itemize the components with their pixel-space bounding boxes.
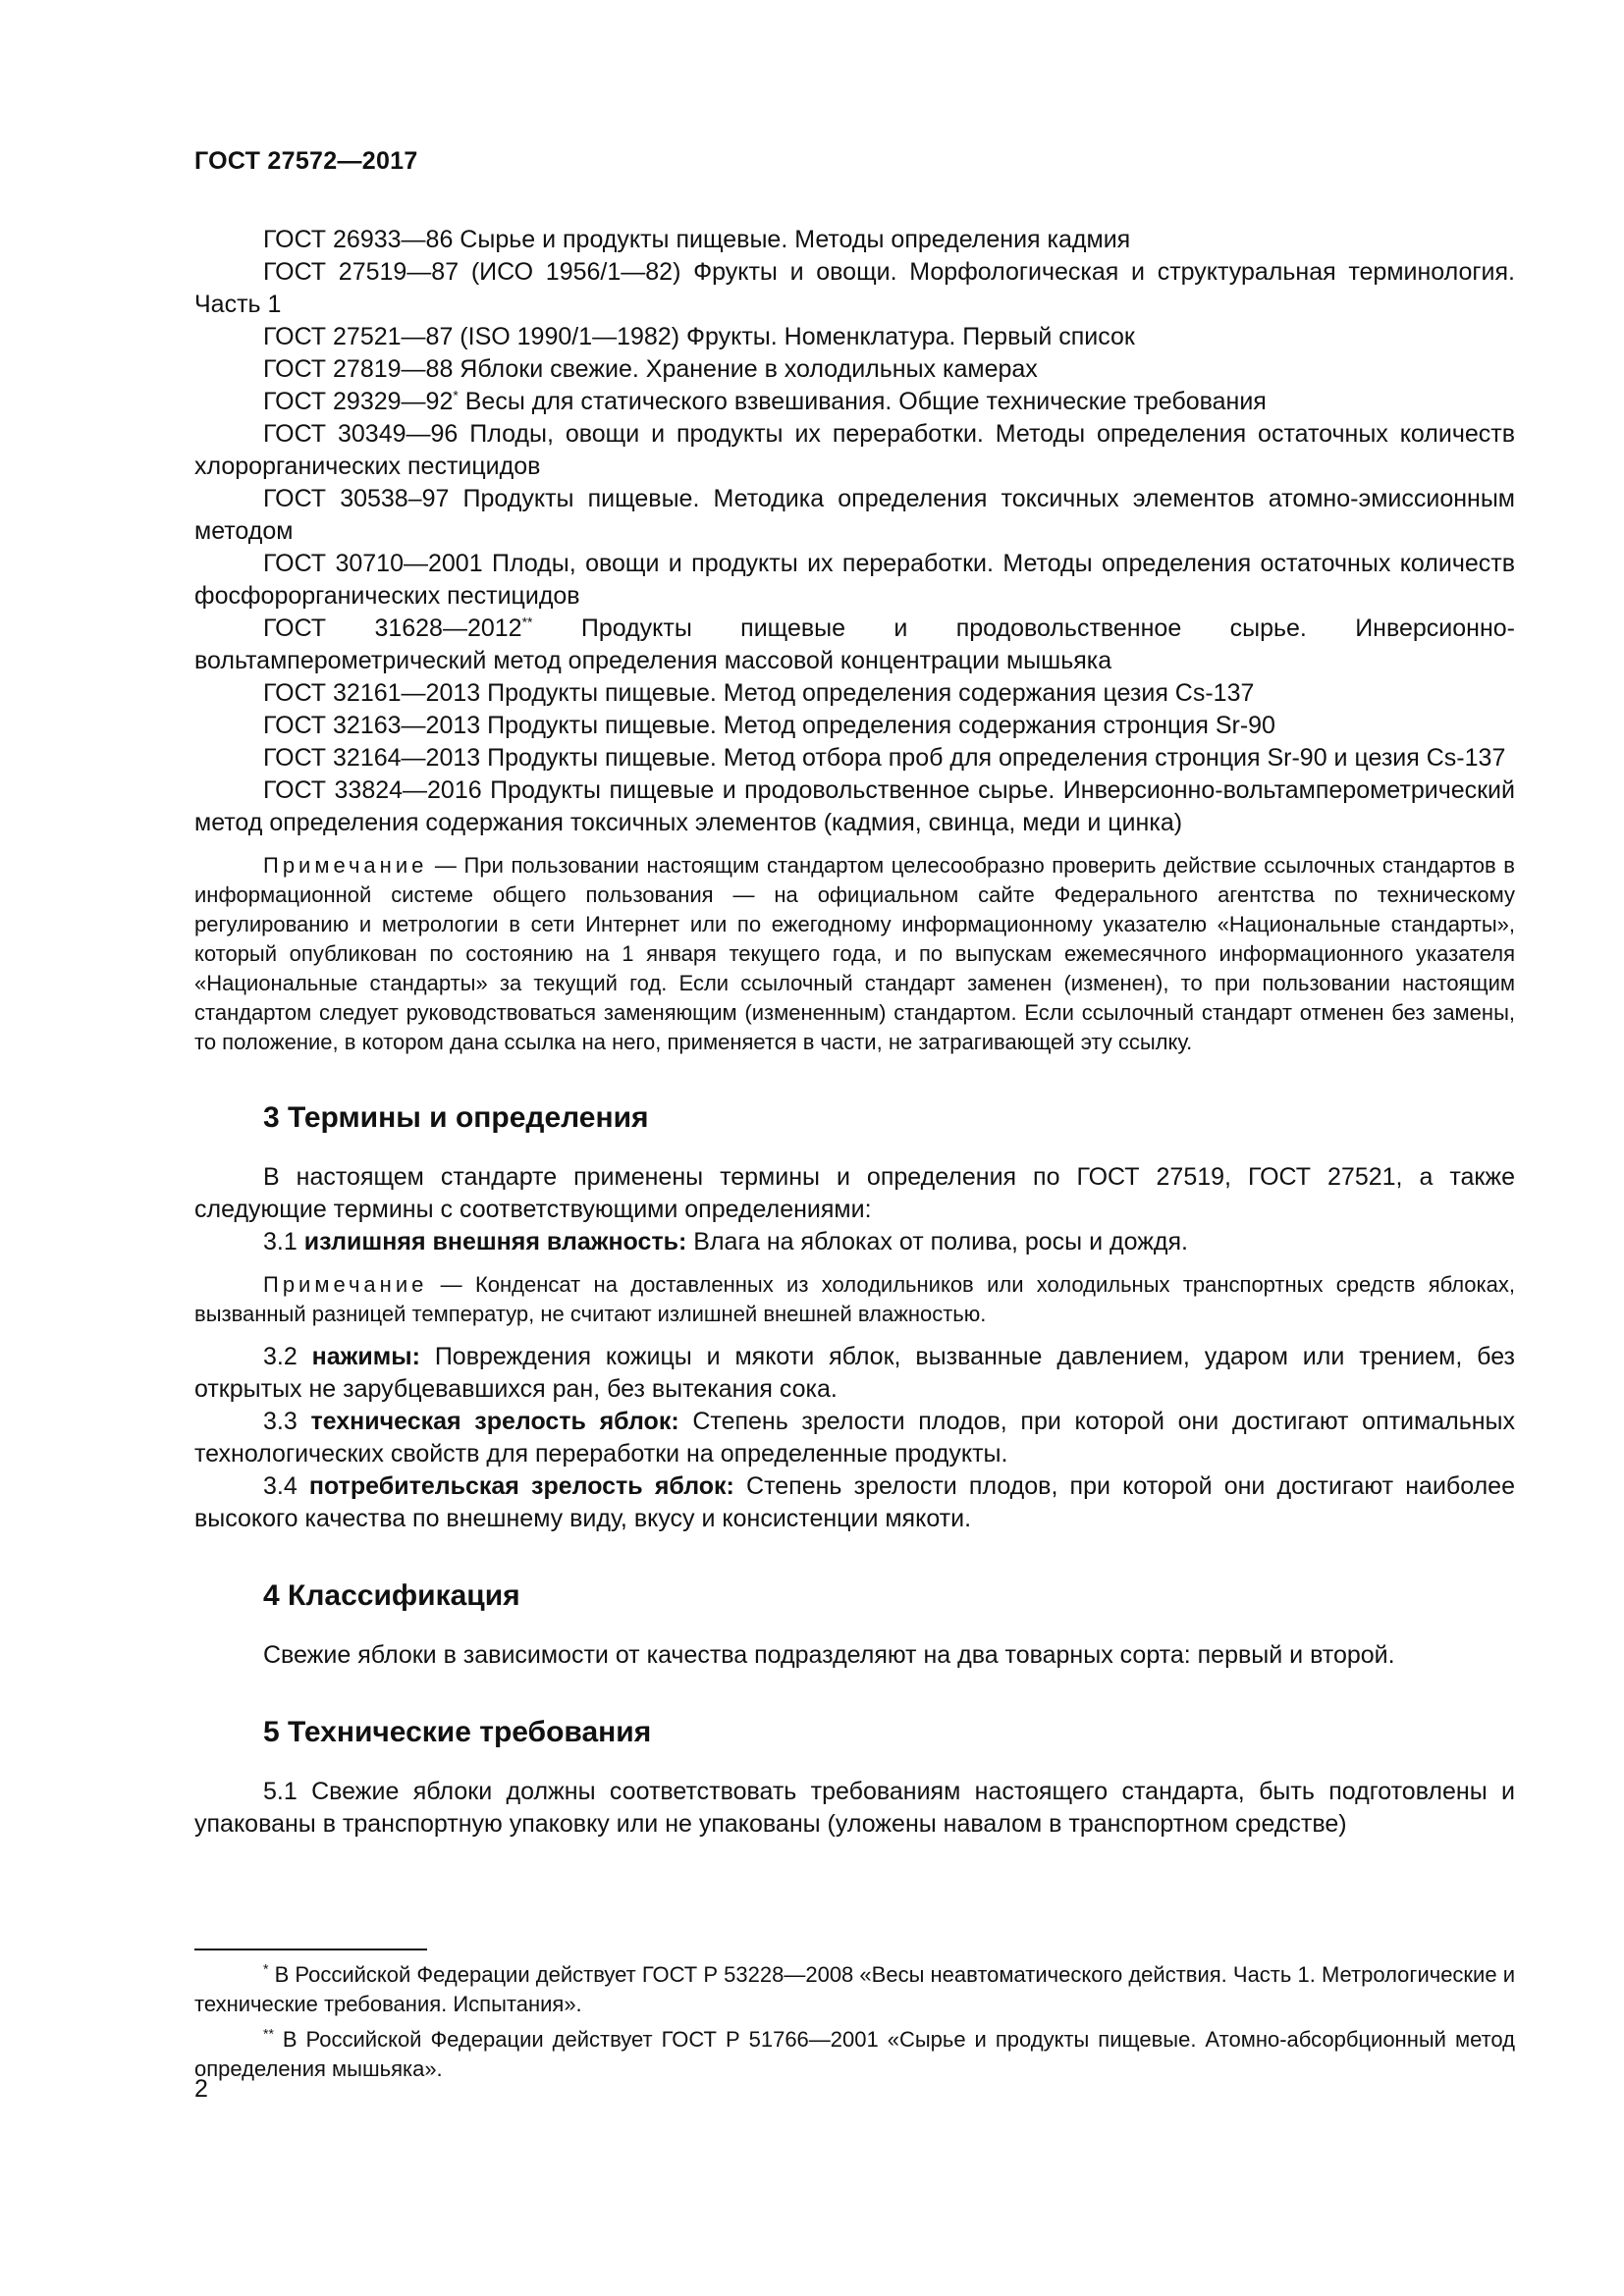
requirements-text: 5.1 Свежие яблоки должны соответствовать требованиям настоящего стандарта, быть подготовлены и упакованы в транспортную упаковку или не упакованы (уложены навалом в транспортном средстве) [194, 1778, 1515, 1838]
footnotes [194, 1960, 1515, 2090]
term-definition [194, 1341, 1515, 1406]
section-title-requirements: 5 Технические требования [263, 1716, 652, 1748]
section-title-classification: 4 Классификация [263, 1579, 520, 1612]
term-definition [194, 1406, 1515, 1470]
footnote-item [194, 2025, 1515, 2084]
references-note [194, 851, 1515, 1057]
note-text: — При пользовании настоящим стандартом целесообразно проверить действие ссылочных стандартов в информационной системе общего пользования — на официальном сайте Федерального агентства по техническому регулированию и метрологии в сети Интернет или по ежегодному информационному указателю «Национальные стандарты», который опубликован по состоянию на 1 января текущего года, и по выпускам ежемесячного информационного указателя «Национальные стандарты» за текущий год. Если ссылочный стандарт заменен (изменен), то при пользовании настоящим стандартом следует руководствоваться заменяющим (измененным) стандартом. Если ссылочный стандарт отменен без замены, то положение, в котором дана ссылка на него, применяется в части, не затрагивающей эту ссылку. [194, 853, 1515, 1054]
reference-item: ГОСТ 30349—96 Плоды, овощи и продукты их переработки. Методы определения остаточных количеств хлорорганических пестицидов [194, 420, 1515, 480]
term-definition [194, 1226, 1515, 1258]
term-text: Степень зрелости плодов, при которой они достигают оптимальных технологических свойств для переработки на определенные продукты. [194, 1408, 1515, 1468]
reference-item: ГОСТ 33824—2016 Продукты пищевые и продовольственное сырье. Инверсионно-вольтамперометрический метод определения содержания токсичных элементов (кадмия, свинца, меди и цинка) [194, 776, 1515, 836]
term-text: Влага на яблоках от полива, росы и дождя. [686, 1228, 1189, 1255]
reference-item [194, 386, 1515, 418]
reference-title: Весы для статического взвешивания. Общие технические требования [458, 388, 1267, 415]
reference-item: ГОСТ 27521—87 (ISO 1990/1—1982) Фрукты. Номенклатура. Первый список [263, 323, 1135, 350]
term-number: 3.4 [263, 1472, 309, 1500]
note-label: Примечание [263, 1272, 428, 1297]
term-name: потребительская зрелость яблок: [308, 1472, 734, 1500]
reference-title: Продукты пищевые и продовольственное сырье. Инверсионно-вольтамперометрический метод определения массовой концентрации мышьяка [194, 614, 1515, 674]
reference-item: ГОСТ 32161—2013 Продукты пищевые. Метод определения содержания цезия Cs-137 [263, 679, 1255, 707]
footnote-text: В Российской Федерации действует ГОСТ Р 53228—2008 «Весы неавтоматического действия. Часть 1. Метрологические и технические требования. Испытания». [194, 1962, 1515, 2016]
term-text: Повреждения кожицы и мякоти яблок, вызванные давлением, ударом или трением, без открытых не зарубцевавшихся ран, без вытекания сока. [194, 1343, 1516, 1403]
footnote-marker: * [453, 387, 459, 403]
reference-item: ГОСТ 32163—2013 Продукты пищевые. Метод определения содержания стронция Sr-90 [263, 712, 1275, 739]
reference-item: ГОСТ 30710—2001 Плоды, овощи и продукты их переработки. Методы определения остаточных количеств фосфорорганических пестицидов [194, 550, 1515, 610]
reference-code: ГОСТ 31628—2012 [263, 614, 522, 642]
document-body [194, 224, 1515, 1841]
term-name: техническая зрелость яблок: [310, 1408, 679, 1435]
term-number: 3.3 [263, 1408, 311, 1435]
normative-references-list [194, 224, 1515, 839]
document-header: ГОСТ 27572—2017 [194, 147, 418, 175]
footnote-marker: ** [521, 614, 533, 630]
term-name: нажимы: [311, 1343, 420, 1370]
reference-item: ГОСТ 27519—87 (ИСО 1956/1—82) Фрукты и овощи. Морфологическая и структуральная терминология. Часть 1 [194, 258, 1515, 318]
footnote-separator [194, 1949, 427, 1950]
section-title-terms: 3 Термины и определения [263, 1101, 649, 1134]
term-number: 3.2 [263, 1343, 312, 1370]
reference-item: ГОСТ 30538–97 Продукты пищевые. Методика определения токсичных элементов атомно-эмиссионным методом [194, 485, 1515, 545]
term-note [194, 1270, 1515, 1329]
footnote-marker: ** [263, 2025, 274, 2042]
term-text: Степень зрелости плодов, при которой они достигают наиболее высокого качества по внешнему виду, вкусу и консистенции мякоти. [194, 1472, 1515, 1532]
footnote-text: В Российской Федерации действует ГОСТ Р 51766—2001 «Сырье и продукты пищевые. Атомно-абсорбционный метод определения мышьяка». [194, 2027, 1515, 2081]
reference-code: ГОСТ 29329—92 [263, 388, 454, 415]
reference-item [194, 613, 1515, 677]
classification-text: Свежие яблоки в зависимости от качества подразделяют на два товарных сорта: первый и второй. [263, 1641, 1395, 1669]
note-label: Примечание [263, 853, 428, 878]
reference-item: ГОСТ 32164—2013 Продукты пищевые. Метод отбора проб для определения стронция Sr-90 и цезия Cs-137 [263, 744, 1506, 772]
terms-intro: В настоящем стандарте применены термины и определения по ГОСТ 27519, ГОСТ 27521, а также следующие термины с соответствующими определениями: [194, 1163, 1515, 1223]
term-name: излишняя внешняя влажность: [303, 1228, 687, 1255]
term-definition [194, 1470, 1515, 1535]
footnote-item [194, 1960, 1515, 2019]
page-number: 2 [194, 2075, 208, 2103]
reference-item: ГОСТ 26933—86 Сырье и продукты пищевые. Методы определения кадмия [263, 226, 1131, 253]
term-number: 3.1 [263, 1228, 304, 1255]
reference-item: ГОСТ 27819—88 Яблоки свежие. Хранение в холодильных камерах [263, 355, 1038, 383]
note-text: — Конденсат на доставленных из холодильников или холодильных транспортных средств яблоках, вызванный разницей температур, не считают излишней внешней влажностью. [194, 1272, 1515, 1326]
footnote-marker: * [263, 1960, 269, 1977]
